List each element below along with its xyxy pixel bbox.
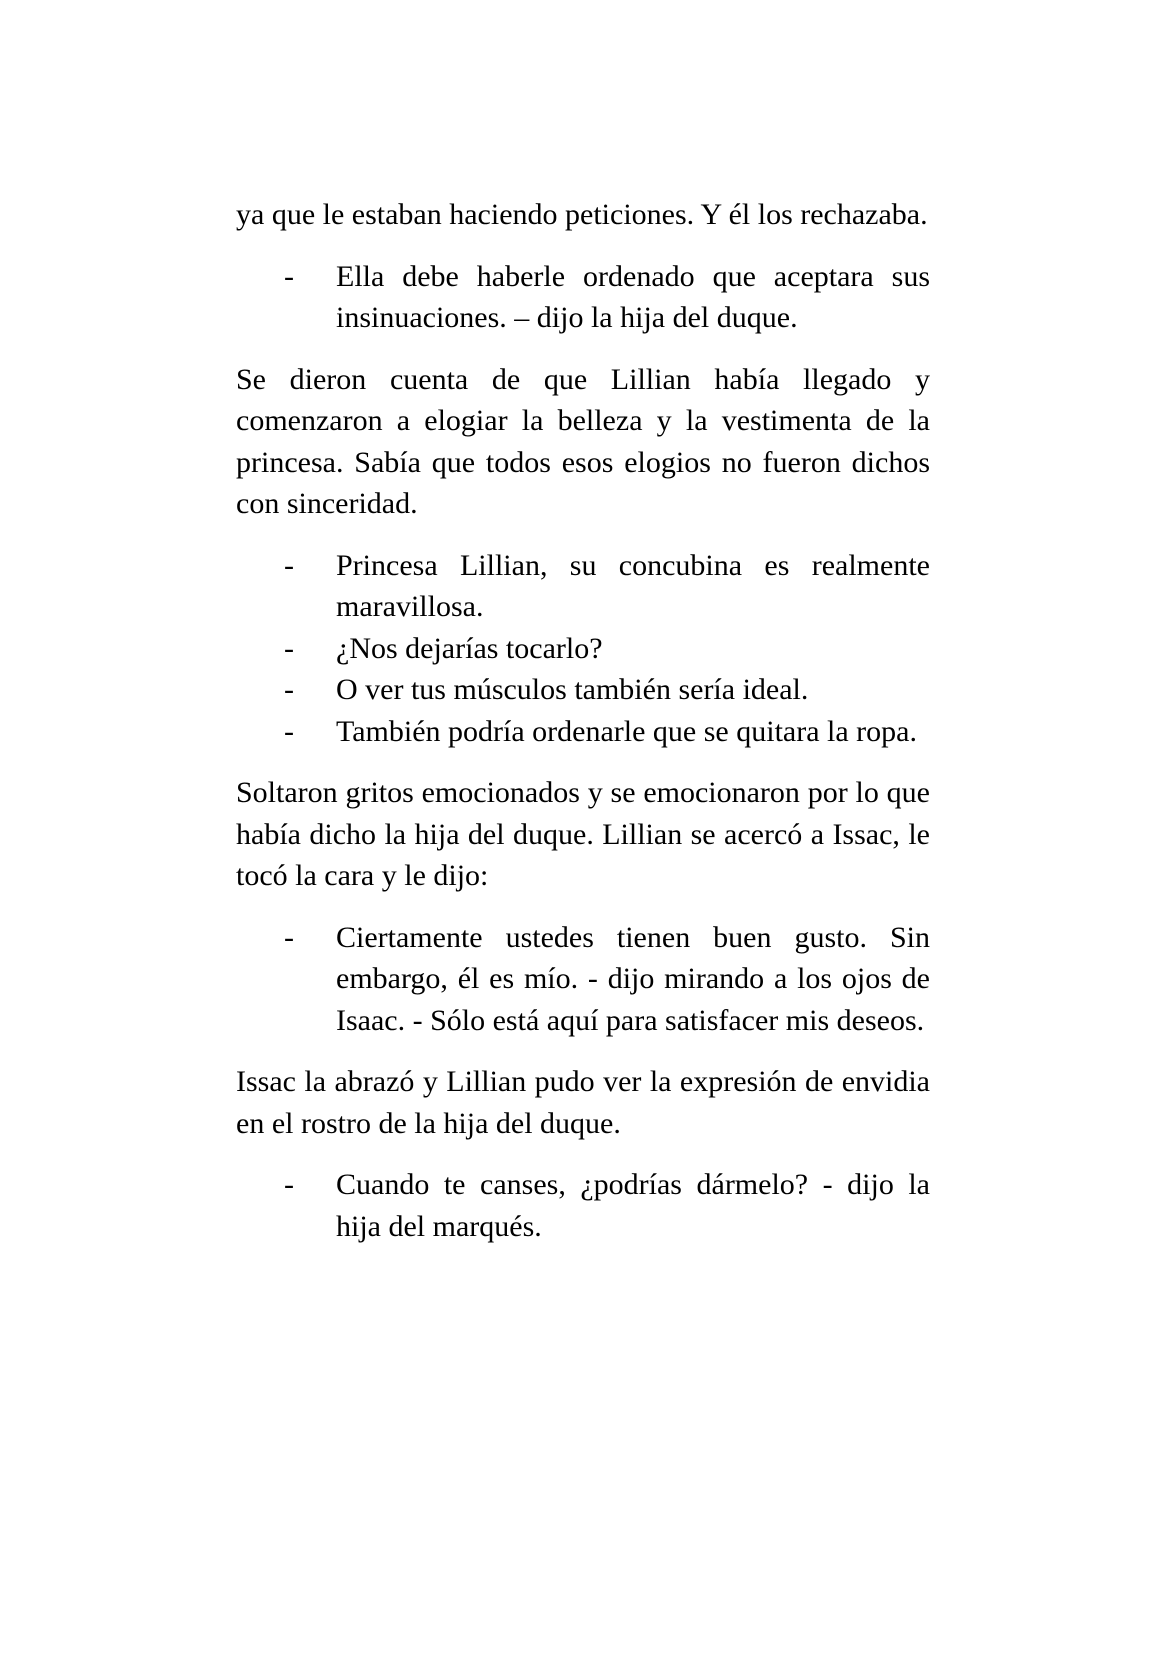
dialogue-line bbox=[236, 917, 930, 1042]
dialogue-list bbox=[236, 545, 930, 753]
paragraph: Issac la abrazó y Lillian pudo ver la expresión de envidia en el rostro de la hija del duque. bbox=[236, 1065, 930, 1140]
paragraph: Se dieron cuenta de que Lillian había llegado y comenzaron a elogiar la belleza y la vestimenta de la princesa. Sabía que todos esos elogios no fueron dichos con sinceridad. bbox=[236, 362, 930, 520]
dialogue-line bbox=[236, 628, 930, 670]
paragraph: ya que le estaban haciendo peticiones. Y él los rechazaba. bbox=[236, 198, 928, 231]
dialogue-text: ¿Nos dejarías tocarlo? bbox=[336, 631, 603, 665]
dialogue-line bbox=[236, 711, 930, 753]
dialogue-text: Princesa Lillian, su concubina es realmente maravillosa. bbox=[336, 548, 930, 623]
dialogue-text: O ver tus músculos también sería ideal. bbox=[336, 673, 809, 706]
dialogue-text: También podría ordenarle que se quitara la ropa. bbox=[336, 714, 917, 748]
dialogue-dash: - bbox=[284, 920, 294, 954]
dialogue-text: Ella debe haberle ordenado que aceptara sus insinuaciones. – dijo la hija del duque. bbox=[336, 259, 930, 334]
paragraph: Soltaron gritos emocionados y se emocionaron por lo que había dicho la hija del duque. Lillian se acercó a Issac, le tocó la cara y le dijo: bbox=[236, 776, 930, 892]
text-body bbox=[236, 194, 930, 1267]
dialogue-text: Cuando te canses, ¿podrías dármelo? - dijo la hija del marqués. bbox=[336, 1168, 930, 1243]
dialogue-text: Ciertamente ustedes tienen buen gusto. Sin embargo, él es mío. - dijo mirando a los ojos de Isaac. - Sólo está aquí para satisfacer mis deseos. bbox=[336, 920, 930, 1037]
dialogue-list bbox=[236, 1164, 930, 1247]
dialogue-line bbox=[236, 545, 930, 628]
dialogue-line bbox=[236, 669, 930, 711]
dialogue-list bbox=[236, 917, 930, 1042]
dialogue-line bbox=[236, 1164, 930, 1247]
dialogue-dash: - bbox=[284, 673, 294, 706]
dialogue-list bbox=[236, 256, 930, 339]
dialogue-dash: - bbox=[284, 548, 294, 582]
dialogue-dash: - bbox=[284, 631, 294, 665]
dialogue-dash: - bbox=[284, 1168, 294, 1201]
dialogue-dash: - bbox=[284, 714, 294, 748]
dialogue-line bbox=[236, 256, 930, 339]
dialogue-dash: - bbox=[284, 259, 294, 293]
